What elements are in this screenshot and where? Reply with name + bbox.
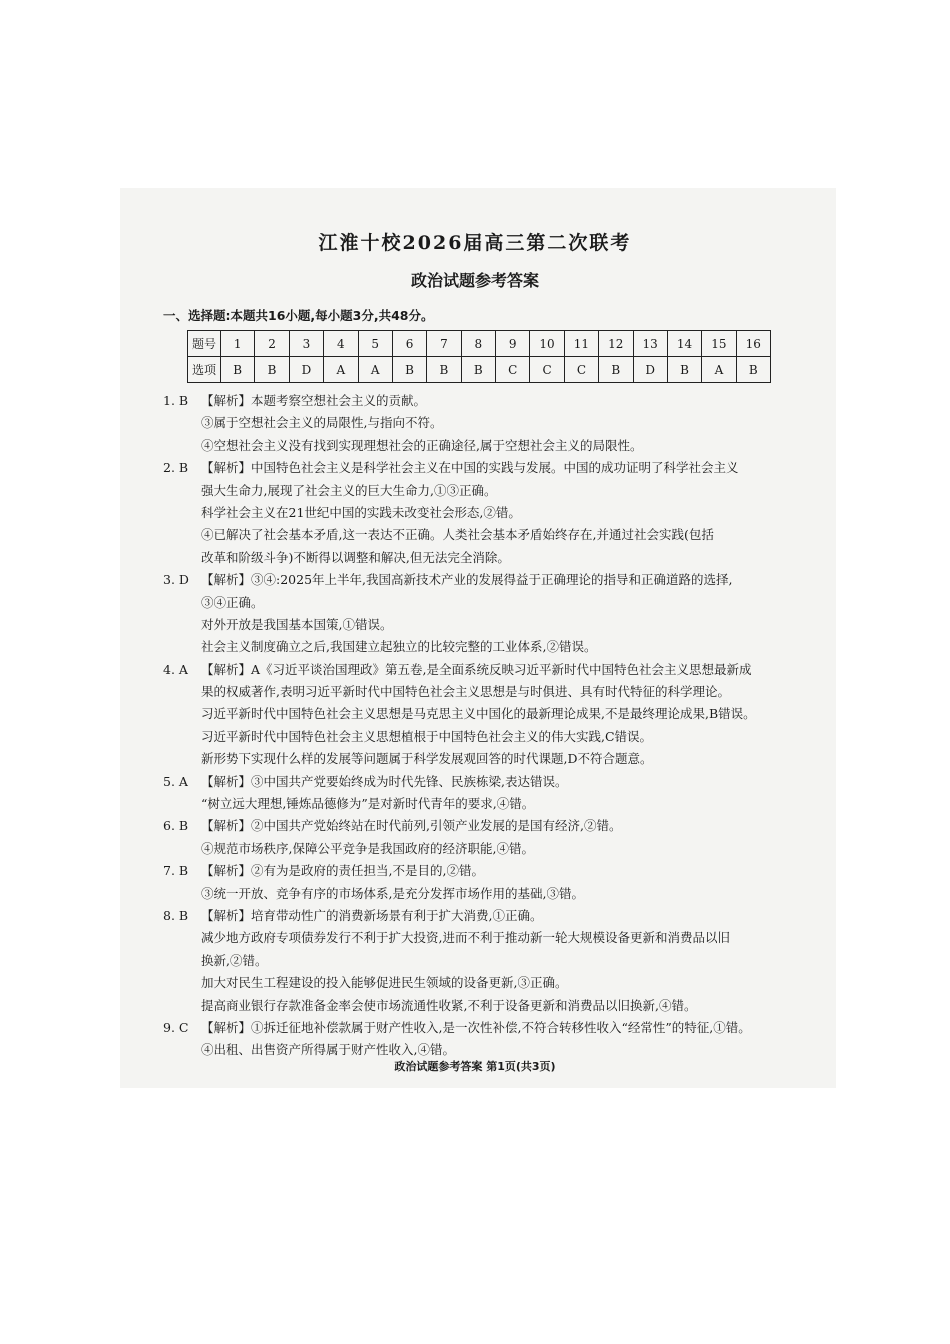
answer-option: A xyxy=(702,357,736,383)
answer-option: B xyxy=(392,357,426,383)
question-answer-label: 7. B xyxy=(163,863,189,879)
explanation-line: ④出租、出售资产所得属于财产性收入,④错。 xyxy=(201,1042,455,1058)
question-number: 7 xyxy=(427,331,461,357)
explanation-line xyxy=(163,815,813,837)
answer-option: B xyxy=(221,357,255,383)
question-number-row xyxy=(188,331,771,357)
explanation-text: 【解析】③中国共产党要始终成为时代先锋、民族栋梁,表达错误。 xyxy=(201,773,568,789)
explanation-line: “树立远大理想,锤炼品德修为”是对新时代青年的要求,④错。 xyxy=(201,796,535,812)
exam-title: 江淮十校2026届高三第二次联考 xyxy=(318,232,632,254)
explanation-line: ④已解决了社会基本矛盾,这一表达不正确。人类社会基本矛盾始终存在,并通过社会实践(包括 xyxy=(201,527,714,543)
explanation-line: 减少地方政府专项债券发行不利于扩大投资,进而不利于推动新一轮大规模设备更新和消费品以旧 xyxy=(201,930,730,946)
question-number: 14 xyxy=(667,331,701,357)
answer-option: C xyxy=(530,357,564,383)
explanation-line xyxy=(163,457,813,479)
question-answer-label: 1. B xyxy=(163,393,189,408)
answer-option: D xyxy=(289,357,323,383)
explanation-line xyxy=(163,860,813,882)
explanation-text: 【解析】②中国共产党始终站在时代前列,引领产业发展的是国有经济,②错。 xyxy=(201,818,622,834)
answer-option: B xyxy=(736,357,770,383)
answer-option: A xyxy=(358,357,392,383)
answer-table xyxy=(187,330,771,383)
explanation-line: 习近平新时代中国特色社会主义思想植根于中国特色社会主义的伟大实践,C错误。 xyxy=(201,728,653,744)
explanation-line xyxy=(163,905,813,927)
answer-option: B xyxy=(427,357,461,383)
answer-option: B xyxy=(461,357,495,383)
row-label-number: 题号 xyxy=(188,331,221,357)
question-answer-label: 8. B xyxy=(163,907,189,923)
answer-key-title: 政治试题参考答案 xyxy=(410,271,539,290)
explanation-line xyxy=(163,390,813,412)
question-number: 5 xyxy=(358,331,392,357)
answer-option-row xyxy=(188,357,771,383)
question-number: 9 xyxy=(496,331,530,357)
question-number: 15 xyxy=(702,331,736,357)
question-answer-label: 5. A xyxy=(163,773,188,789)
explanations xyxy=(163,390,813,1062)
answer-option: D xyxy=(633,357,667,383)
section-heading: 一、选择题:本题共16小题,每小题3分,共48分。 xyxy=(163,308,434,323)
question-number: 8 xyxy=(461,331,495,357)
explanation-text: 【解析】培育带动性广的消费新场景有利于扩大消费,①正确。 xyxy=(201,907,543,923)
explanation-text: 【解析】本题考察空想社会主义的贡献。 xyxy=(201,393,427,408)
explanation-line: 果的权威著作,表明习近平新时代中国特色社会主义思想是与时俱进、具有时代特征的科学理论。 xyxy=(201,684,730,700)
question-answer-label: 2. B xyxy=(163,460,189,476)
row-label-option: 选项 xyxy=(188,357,221,383)
question-number: 6 xyxy=(392,331,426,357)
explanation-line: 对外开放是我国基本国策,①错误。 xyxy=(201,616,393,632)
explanation-line: 科学社会主义在21世纪中国的实践未改变社会形态,②错。 xyxy=(201,504,521,520)
explanation-line xyxy=(163,771,813,793)
explanation-line: 新形势下实现什么样的发展等问题属于科学发展观回答的时代课题,D不符合题意。 xyxy=(201,751,653,767)
question-answer-label: 3. D xyxy=(163,572,189,588)
explanation-line: ④规范市场秩序,保障公平竞争是我国政府的经济职能,④错。 xyxy=(201,840,534,856)
explanation-line: 强大生命力,展现了社会主义的巨大生命力,①③正确。 xyxy=(201,482,497,498)
explanation-line: ③属于空想社会主义的局限性,与指向不符。 xyxy=(201,415,443,431)
question-number: 12 xyxy=(599,331,633,357)
question-answer-label: 4. A xyxy=(163,661,188,677)
question-number: 2 xyxy=(255,331,289,357)
explanation-line: 习近平新时代中国特色社会主义思想是马克思主义中国化的最新理论成果,不是最终理论成果,B错误。 xyxy=(201,706,756,722)
explanation-text: 【解析】A《习近平谈治国理政》第五卷,是全面系统反映习近平新时代中国特色社会主义思想最新成 xyxy=(201,661,752,677)
answer-option: C xyxy=(564,357,598,383)
question-number: 10 xyxy=(530,331,564,357)
question-number: 4 xyxy=(324,331,358,357)
explanation-text: 【解析】①拆迁征地补偿款属于财产性收入,是一次性补偿,不符合转移性收入“经常性”的特征,①错。 xyxy=(201,1019,751,1035)
explanation-line: ③④正确。 xyxy=(201,594,264,610)
question-number: 11 xyxy=(564,331,598,357)
explanation-line: ④空想社会主义没有找到实现理想社会的正确途径,属于空想社会主义的局限性。 xyxy=(201,437,643,453)
question-number: 13 xyxy=(633,331,667,357)
answer-option: C xyxy=(496,357,530,383)
explanation-line: 换新,②错。 xyxy=(201,952,268,968)
answer-option: B xyxy=(599,357,633,383)
page-footer: 政治试题参考答案 第1页(共3页) xyxy=(394,1060,556,1073)
question-number: 3 xyxy=(289,331,323,357)
question-answer-label: 6. B xyxy=(163,818,189,834)
explanation-line xyxy=(163,569,813,591)
explanation-line: ③统一开放、竞争有序的市场体系,是充分发挥市场作用的基础,③错。 xyxy=(201,885,584,901)
question-number: 16 xyxy=(736,331,770,357)
explanation-text: 【解析】③④:2025年上半年,我国高新技术产业的发展得益于正确理论的指导和正确道路的选择, xyxy=(201,572,733,588)
answer-option: A xyxy=(324,357,358,383)
explanation-text: 【解析】中国特色社会主义是科学社会主义在中国的实践与发展。中国的成功证明了科学社会主义 xyxy=(201,460,739,476)
explanation-text: 【解析】②有为是政府的责任担当,不是目的,②错。 xyxy=(201,863,484,879)
question-answer-label: 9. C xyxy=(163,1019,189,1035)
explanation-line: 加大对民生工程建设的投入能够促进民生领域的设备更新,③正确。 xyxy=(201,975,568,991)
explanation-line xyxy=(163,1017,813,1039)
explanation-line: 社会主义制度确立之后,我国建立起独立的比较完整的工业体系,②错误。 xyxy=(201,639,597,655)
answer-option: B xyxy=(255,357,289,383)
explanation-line: 改革和阶级斗争)不断得以调整和解决,但无法完全消除。 xyxy=(201,549,510,565)
explanation-line: 提高商业银行存款准备金率会使市场流通性收紧,不利于设备更新和消费品以旧换新,④错。 xyxy=(201,997,697,1013)
explanation-line xyxy=(163,659,813,681)
answer-option: B xyxy=(667,357,701,383)
question-number: 1 xyxy=(221,331,255,357)
